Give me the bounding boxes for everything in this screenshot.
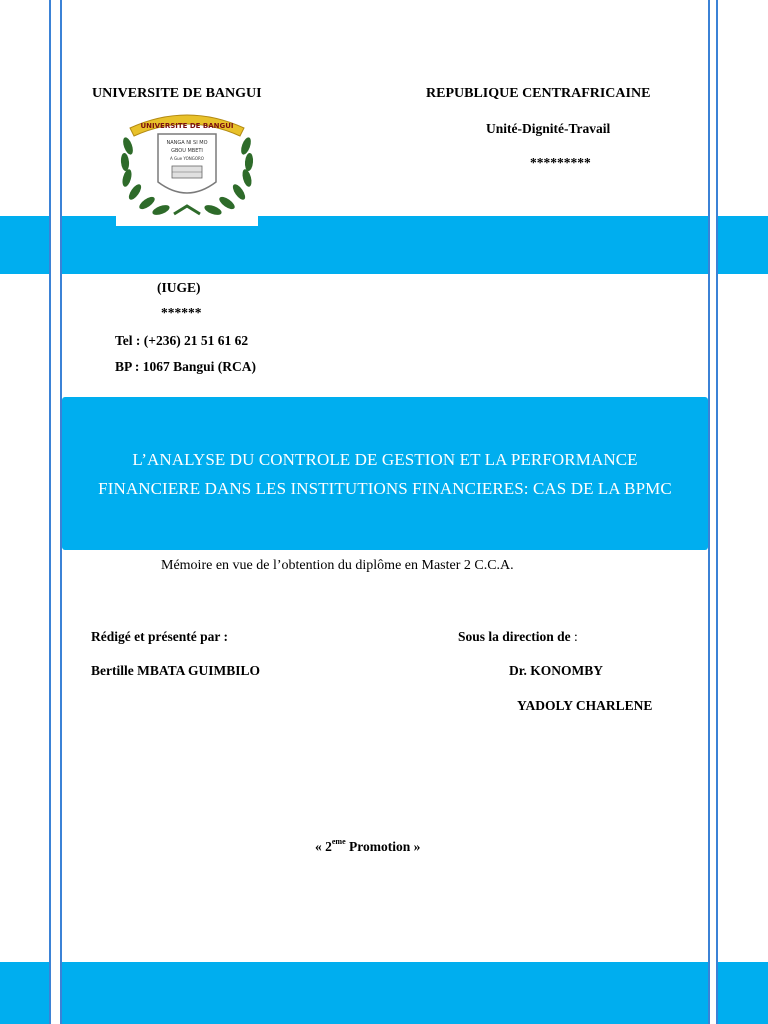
frame-line-left-outer	[49, 0, 51, 1024]
promotion-close: Promotion »	[345, 839, 421, 854]
logo-ribbon-text: UNIVERSITE DE BANGUI	[140, 122, 234, 130]
republic-motto: Unité-Dignité-Travail	[486, 121, 611, 136]
co-supervisor-name: YADOLY CHARLENE	[517, 698, 653, 713]
logo-text-line3: A Gue YONGORO	[170, 156, 204, 161]
thesis-title-line2: FINANCIERE DANS LES INSTITUTIONS FINANCIERES: CAS DE LA BPMC	[98, 479, 672, 498]
thesis-title-box	[62, 397, 708, 550]
frame-line-right-outer	[716, 0, 718, 1024]
university-emblem-icon	[116, 106, 258, 226]
republic-name: REPUBLIQUE CENTRAFRICAINE	[426, 86, 651, 101]
frame-line-right-inner	[708, 0, 710, 1024]
institute-stars: ******	[161, 305, 202, 320]
thesis-subtitle: Mémoire en vue de l’obtention du diplôme en Master 2 C.C.A.	[161, 558, 514, 573]
promotion-superscript: eme	[331, 837, 346, 846]
footer-band-center	[62, 962, 708, 1024]
footer-band-right	[718, 962, 768, 1024]
header-band-left	[0, 216, 49, 274]
thesis-title-line1: L’ANALYSE DU CONTROLE DE GESTION ET LA PERFORMANCE	[132, 450, 638, 469]
university-logo	[116, 106, 258, 226]
supervision-label	[458, 629, 578, 645]
supervision-label-colon: :	[570, 629, 578, 644]
author-name: Bertille MBATA GUIMBILO	[91, 663, 260, 678]
header-band-right	[718, 216, 768, 274]
author-label: Rédigé et présenté par :	[91, 629, 228, 644]
logo-text-line2: GBOU MBETI	[171, 148, 203, 154]
promotion-open: « 2	[315, 839, 332, 854]
promotion-label	[315, 837, 420, 855]
footer-band-left	[0, 962, 49, 1024]
logo-text-line1: NANGA NI SI MO	[166, 140, 208, 146]
university-name: UNIVERSITE DE BANGUI	[92, 86, 262, 101]
institute-phone: Tel : (+236) 21 51 61 62	[115, 333, 249, 348]
motto-separator-stars: *********	[530, 155, 591, 170]
supervisor-name: Dr. KONOMBY	[509, 663, 603, 678]
institute-acronym: (IUGE)	[157, 280, 201, 295]
institute-postal-box: BP : 1067 Bangui (RCA)	[115, 359, 257, 374]
supervision-label-text: Sous la direction de	[458, 629, 571, 644]
